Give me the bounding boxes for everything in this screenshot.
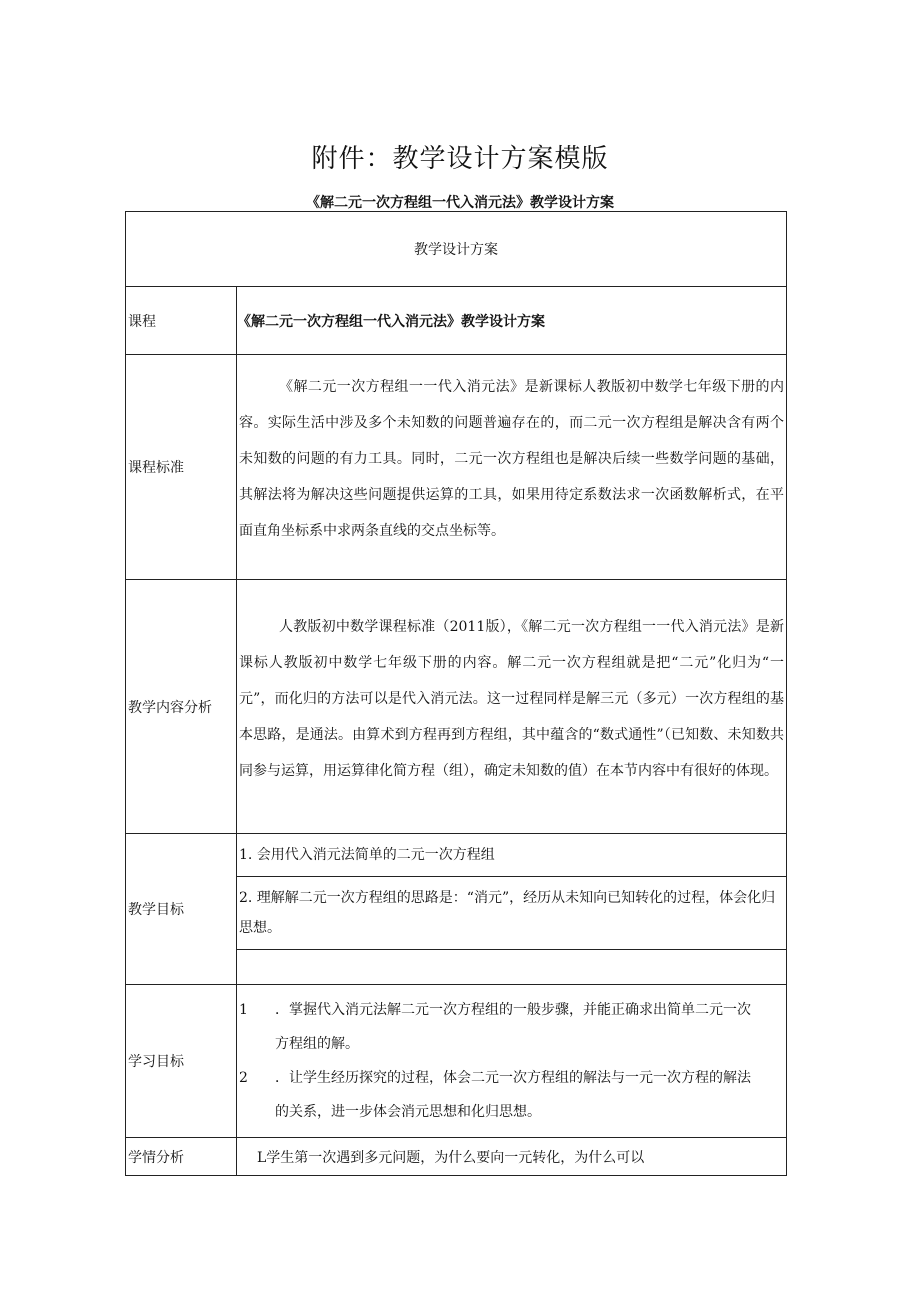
table-header: 教学设计方案 xyxy=(126,212,787,287)
teaching-goals-row xyxy=(126,834,787,985)
learning-goal-number: 1 xyxy=(239,1002,248,1018)
learning-goal-number: 2 xyxy=(239,1070,248,1086)
teaching-goals-cell xyxy=(237,834,787,985)
learning-goal-line: ．掌握代入消元法解二元一次方程组的一般步骤，并能正确求出简单二元一次 xyxy=(275,1002,751,1018)
learning-goal-line: 的关系，进一步体会消元思想和化归思想。 xyxy=(275,1104,541,1120)
student-analysis-text: L学生第一次遇到多元问题，为什么要向一元转化，为什么可以 xyxy=(237,1138,787,1176)
learning-goal-line: ．让学生经历探究的过程，体会二元一次方程组的解法与一元一次方程的解法 xyxy=(275,1070,751,1086)
teaching-goal-1: 1. 会用代入消元法简单的二元一次方程组 xyxy=(237,834,786,877)
content-analysis-cell xyxy=(237,580,787,834)
learning-goal-line: 方程组的解。 xyxy=(275,1036,359,1052)
standard-label: 课程标准 xyxy=(126,355,237,580)
learning-goal-text xyxy=(275,1061,786,1129)
document-title: 附件：教学设计方案模版 xyxy=(311,144,609,174)
table-header-row xyxy=(126,212,787,287)
learning-goal-2 xyxy=(237,1061,786,1129)
course-row xyxy=(126,287,787,355)
student-analysis-label: 学情分析 xyxy=(126,1138,237,1176)
standard-cell xyxy=(237,355,787,580)
learning-goals-cell xyxy=(237,985,787,1138)
learning-goal-1 xyxy=(237,993,786,1061)
content-analysis-label: 教学内容分析 xyxy=(126,580,237,834)
teaching-goal-2: 2. 理解解二元一次方程组的思路是：“消元”，经历从未知向已知转化的过程，体会化归思想。 xyxy=(237,877,786,950)
learning-goal-text xyxy=(275,993,786,1061)
course-label: 课程 xyxy=(126,287,237,355)
student-analysis-row xyxy=(126,1138,787,1176)
content-analysis-row xyxy=(126,580,787,834)
course-value: 《解二元一次方程组一代入消元法》教学设计方案 xyxy=(237,287,787,355)
standard-row xyxy=(126,355,787,580)
design-plan-table xyxy=(125,211,787,1176)
learning-goals-row xyxy=(126,985,787,1138)
document-subtitle: 《解二元一次方程组一代入消元法》教学设计方案 xyxy=(306,195,614,211)
learning-goals-label: 学习目标 xyxy=(126,985,237,1138)
teaching-goal-empty xyxy=(237,950,786,984)
content-analysis-text: 人教版初中数学课程标准（2011版），《解二元一次方程组一一代入消元法》是新课标人教版初中数学七年级下册的内容。解二元一次方程组就是把“二元”化归为“一元”，而化归的方法可以是代入消元法。这一过程同样是解三元（多元）一次方程组的基本思路，是通法。由算术到方程再到方程组，其中蕴含的“数式通性”（已知数、未知数共同参与运算，用运算律化简方程（组），确定未知数的值）在本节内容中有很好的体现。 xyxy=(239,618,784,779)
teaching-goals-label: 教学目标 xyxy=(126,834,237,985)
standard-text: 《解二元一次方程组一一代入消元法》是新课标人教版初中数学七年级下册的内容。实际生活中涉及多个未知数的问题普遍存在的，而二元一次方程组是解决含有两个未知数的问题的有力工具。同时，二元一次方程组也是解决后续一些数学问题的基础，其解法将为解决这些问题提供运算的工具，如果用待定系数法求一次函数解析式，在平面直角坐标系中求两条直线的交点坐标等。 xyxy=(239,379,784,539)
